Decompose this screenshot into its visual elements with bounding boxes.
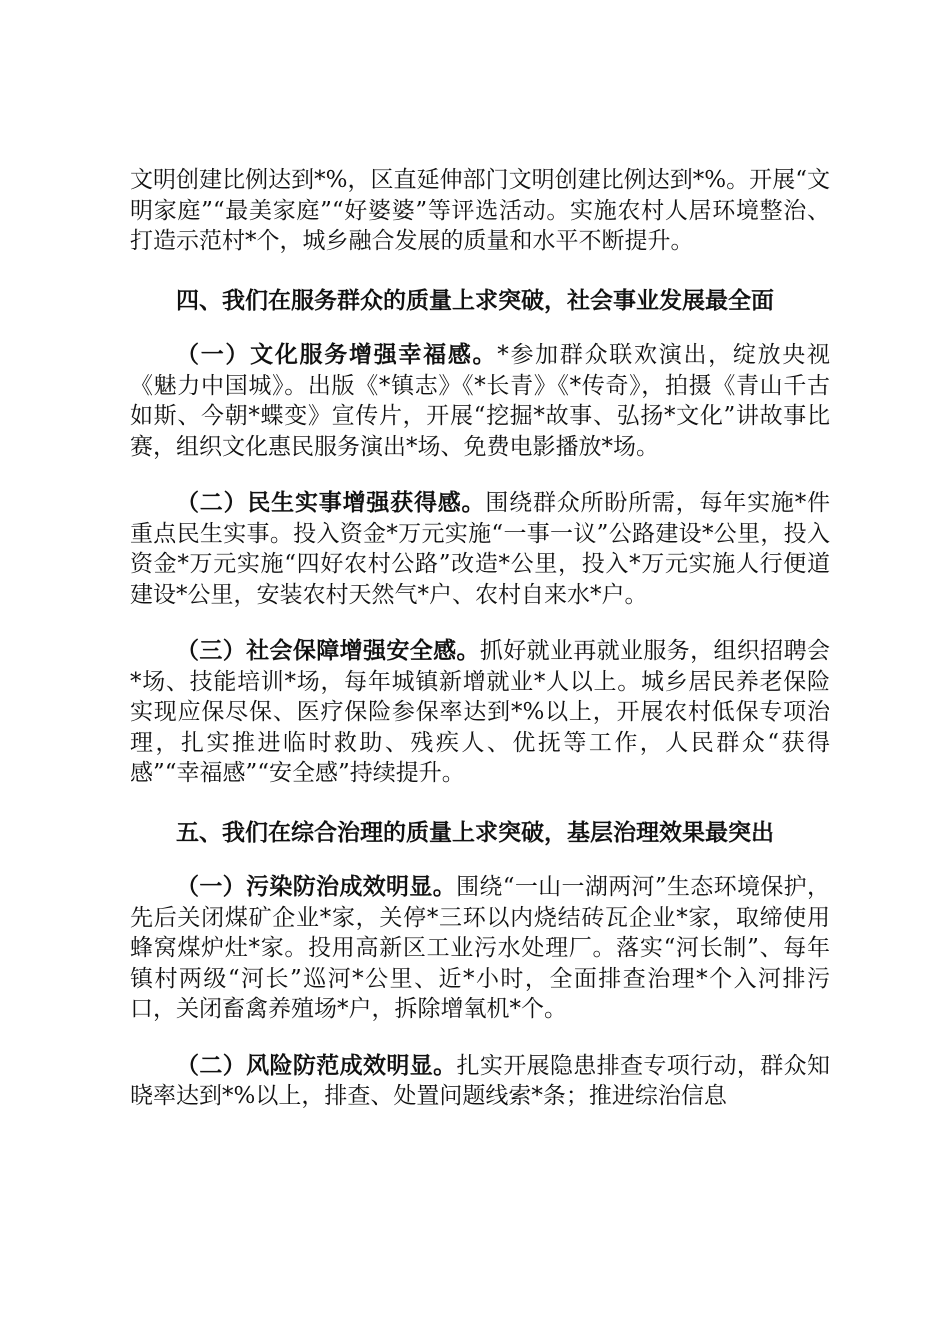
paragraph-risk-prevention	[130, 1051, 830, 1112]
paragraph-lead: （一）文化服务增强幸福感。	[176, 341, 498, 368]
section-heading-five: 五、我们在综合治理的质量上求突破，基层治理效果最突出	[176, 818, 774, 846]
paragraph-lead: （二）风险防范成效明显。	[176, 1051, 457, 1079]
paragraph-lead: （三）社会保障增强安全感。	[176, 637, 480, 664]
paragraph-continued: 文明创建比例达到*%，区直延伸部门文明创建比例达到*%。开展“文明家庭”“最美家庭”“好婆婆”等评选活动。实施农村人居环境整治、打造示范村*个，城乡融合发展的质量和水平不断提升。	[130, 167, 830, 254]
paragraph-text: 抓好就业再就业服务，组织招聘会*场、技能培训*场，每年城镇新增就业*人以上。城乡居民养老保险实现应保尽保、医疗保险参保率达到*%以上，开展农村低保专项治理，扎实推进临时救助、残疾人、优抚等工作，人民群众“获得感”“幸福感”“安全感”持续提升。	[130, 638, 831, 786]
paragraph-text: *参加群众联欢演出，绽放央视《魅力中国城》。出版《*镇志》《*长青》《*传奇》，拍摄《青山千古如斯、今朝*蝶变》宣传片，开展“挖掘*故事、弘扬*文化”讲故事比赛，组织文化惠民服务演出*场、免费电影播放*场。	[130, 342, 831, 460]
section-heading-four: 四、我们在服务群众的质量上求突破，社会事业发展最全面	[176, 286, 774, 314]
paragraph-culture-service	[130, 340, 830, 462]
paragraph-livelihood	[130, 488, 830, 610]
paragraph-text: 扎实开展隐患排查专项行动，群众知晓率达到*%以上，排查、处置问题线索*条；推进综治信息	[130, 1052, 831, 1109]
paragraph-lead: （一）污染防治成效明显。	[176, 873, 457, 900]
paragraph-text: 围绕“一山一湖两河”生态环境保护，先后关闭煤矿企业*家，关停*三环以内烧结砖瓦企业*家，取缔使用蜂窝煤炉灶*家。投用高新区工业污水处理厂。落实“河长制”、每年镇村两级“河长”巡河*公里、近*小时，全面排查治理*个入河排污口，关闭畜禽养殖场*户，拆除增氧机*个。	[130, 874, 830, 1022]
paragraph-social-security	[130, 636, 830, 789]
paragraph-text: 围绕群众所盼所需，每年实施*件重点民生实事。投入资金*万元实施“一事一议”公路建设*公里，投入资金*万元实施“四好农村公路”改造*公里，投入*万元实施人行便道建设*公里，安装农村天然气*户、农村自来水*户。	[130, 490, 831, 608]
paragraph-pollution-control	[130, 872, 830, 1025]
document-body	[130, 165, 830, 1112]
paragraph-lead: （二）民生实事增强获得感。	[176, 489, 486, 516]
